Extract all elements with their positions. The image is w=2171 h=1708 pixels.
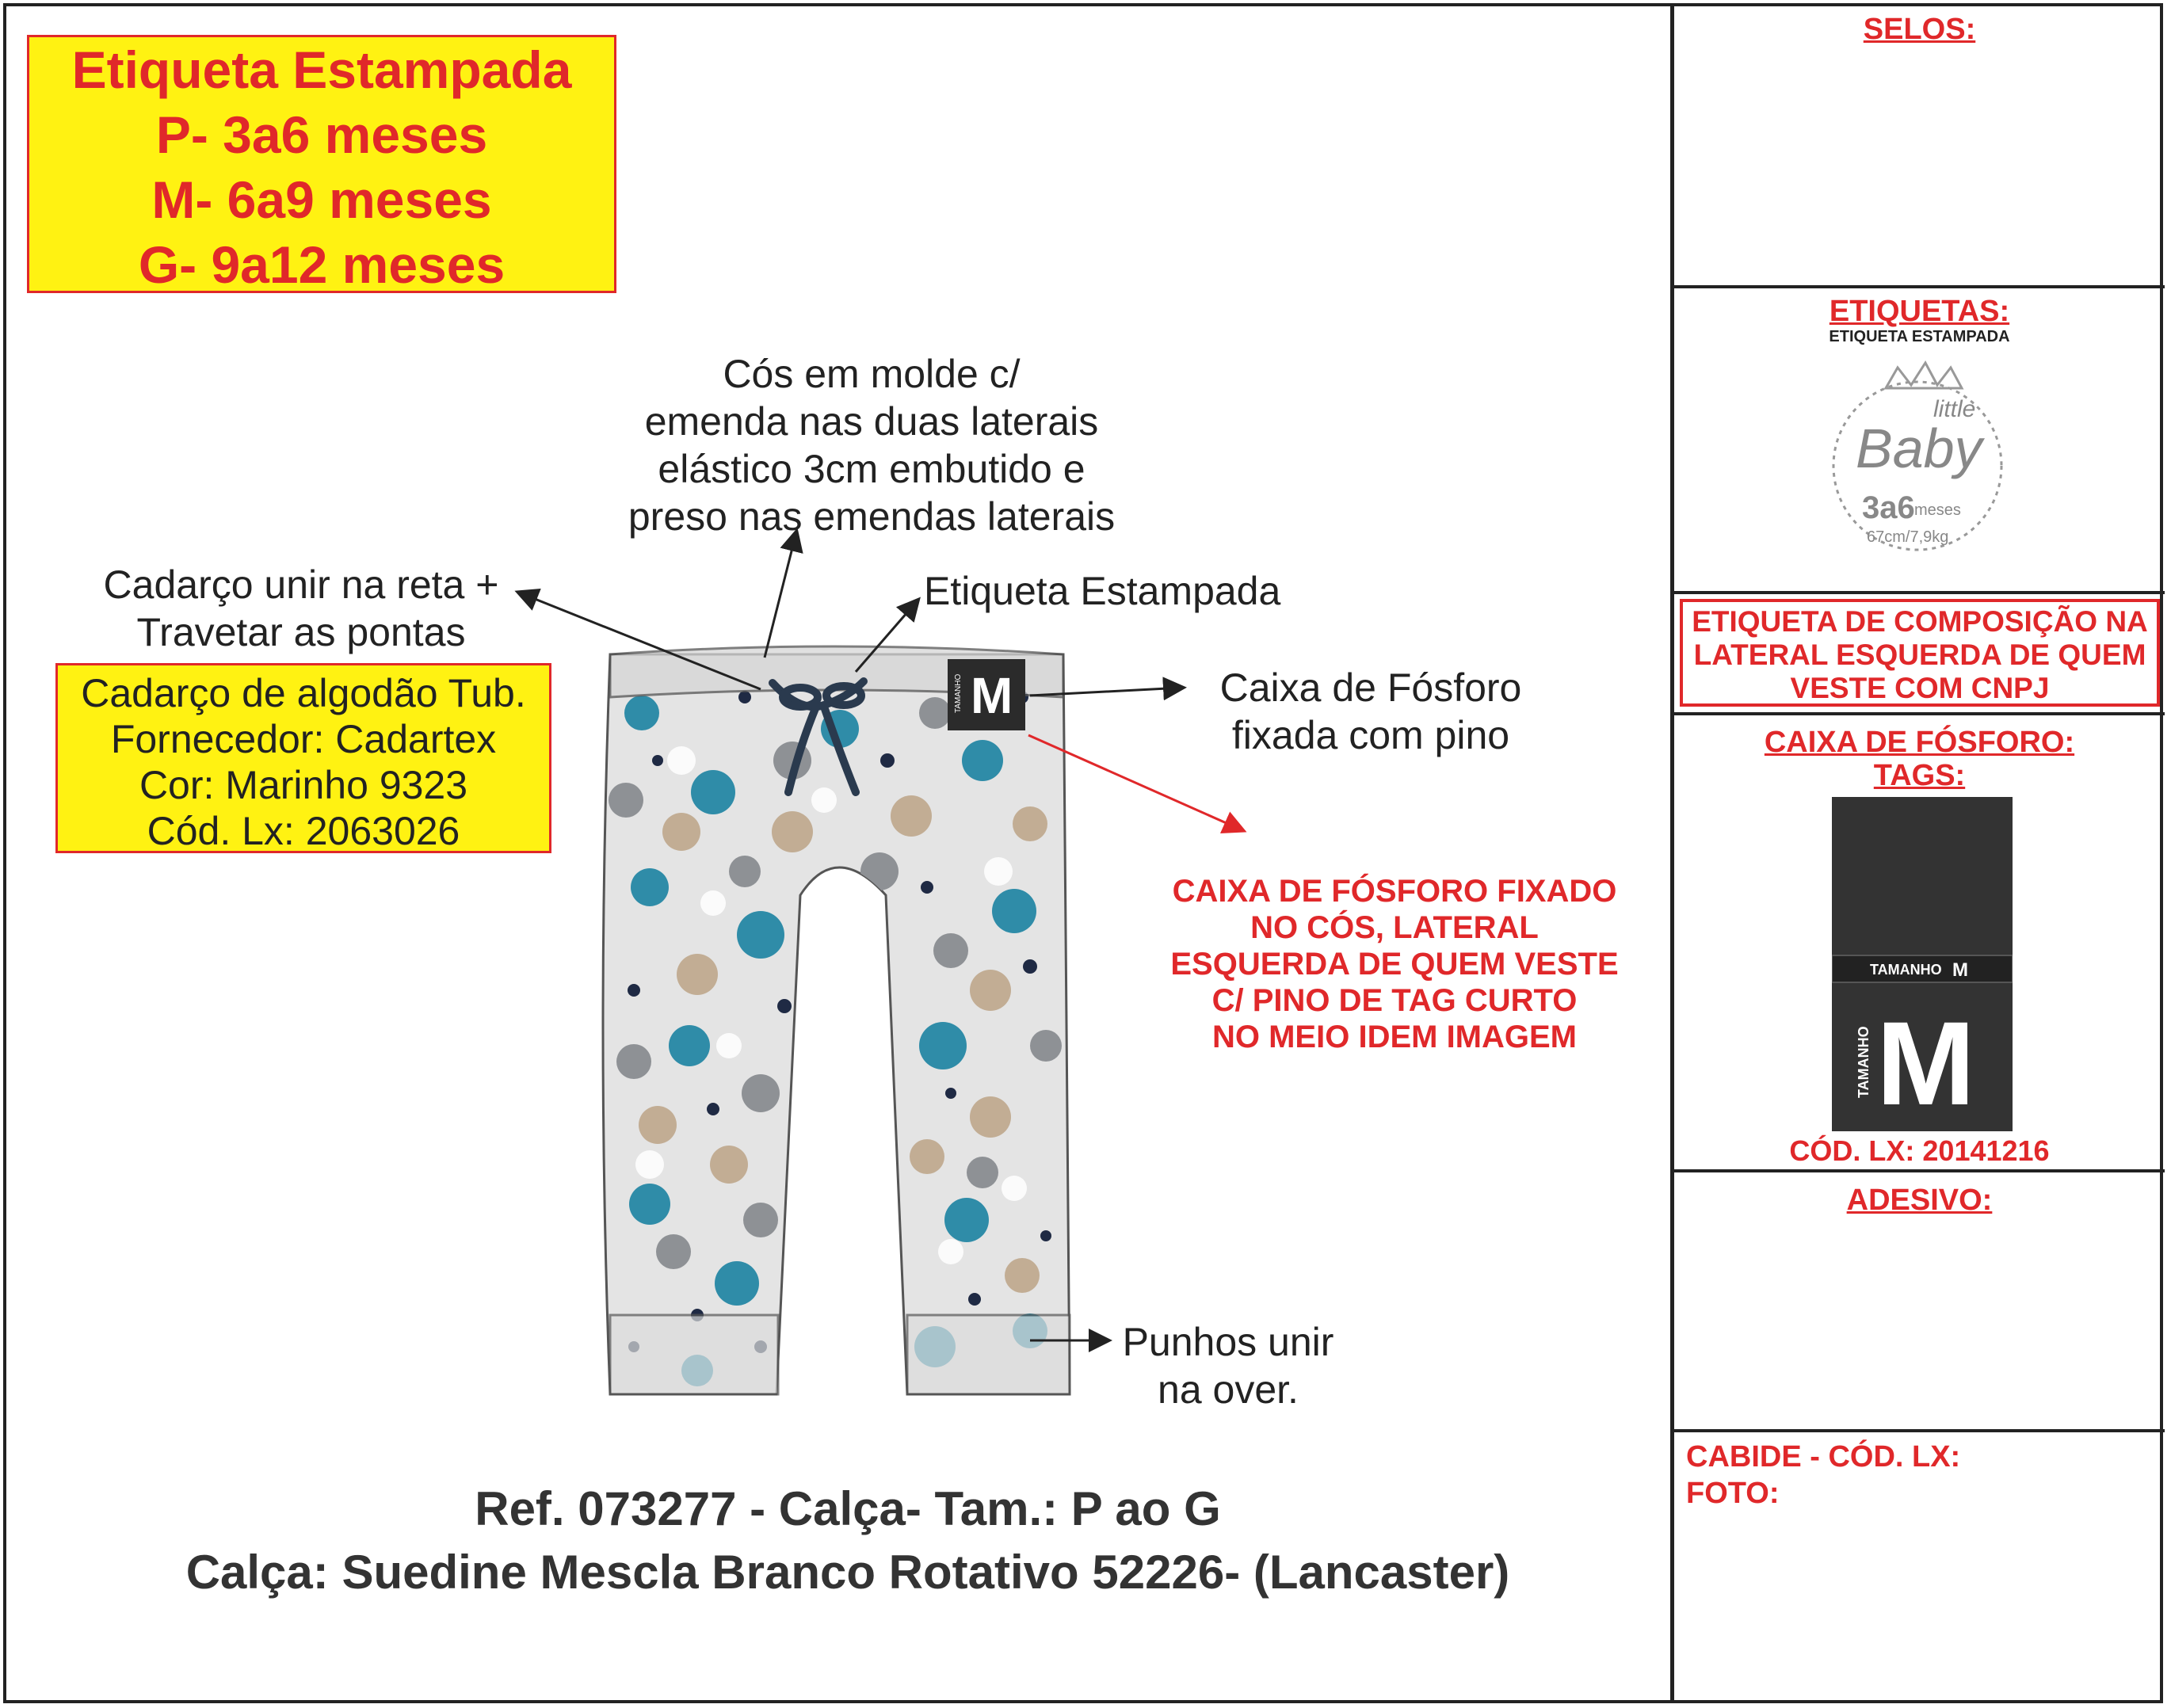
cabide-label: CABIDE - CÓD. LX: <box>1686 1440 1961 1474</box>
label-baby: Baby <box>1856 417 1982 479</box>
sidebar-separator-1 <box>1670 285 2165 288</box>
tag-band-text: TAMANHO <box>1870 962 1942 978</box>
caixa-red-line-4: C/ PINO DE TAG CURTO <box>1211 983 1578 1018</box>
left-cuff <box>610 1315 778 1394</box>
caixa-red-line-1: CAIXA DE FÓSFORO FIXADO <box>1172 874 1617 909</box>
note-cadarco-line-2: Travetar as pontas <box>136 610 466 654</box>
label-little: little <box>1933 396 1976 422</box>
waist-tag-small-text: TAMANHO <box>954 673 963 713</box>
note-cadarco-line-1: Cadarço unir na reta + <box>103 562 499 607</box>
note-punhos-line-2: na over. <box>1158 1367 1299 1412</box>
note-cos-line-4: preso nas emendas laterais <box>628 494 1116 539</box>
cadarco-supplier: Fornecedor: Cadartex <box>110 717 497 761</box>
note-cos-line-3: elástico 3cm embutido e <box>658 447 1086 491</box>
note-punhos-line-1: Punhos unir <box>1122 1320 1334 1364</box>
note-cos-line-1: Cós em molde c/ <box>723 352 1021 396</box>
etiquetas-subtitle: ETIQUETA ESTAMPADA <box>1829 328 2010 345</box>
size-label-title: Etiqueta Estampada <box>71 40 572 99</box>
arrow-cos <box>765 532 796 658</box>
caixa-red-line-5: NO MEIO IDEM IMAGEM <box>1212 1020 1577 1054</box>
footer-ref: Ref. 073277 - Calça- Tam.: P ao G <box>475 1482 1221 1535</box>
sidebar-separator-4 <box>1670 1169 2165 1172</box>
cadarco-material: Cadarço de algodão Tub. <box>81 671 526 715</box>
sidebar-divider <box>1670 3 1674 1703</box>
note-caixa-line-2: fixada com pino <box>1231 713 1510 757</box>
size-tag <box>1832 797 2013 1131</box>
caixa-red-line-2: NO CÓS, LATERAL <box>1250 910 1539 945</box>
size-g: G- 9a12 meses <box>138 235 506 294</box>
sidebar-separator-5 <box>1670 1429 2165 1432</box>
composicao-line-1: ETIQUETA DE COMPOSIÇÃO NA <box>1692 605 2148 638</box>
tag-side-text: TAMANHO <box>1856 1026 1871 1098</box>
foto-label: FOTO: <box>1686 1477 1780 1510</box>
label-measure: 67cm/7,9kg <box>1867 528 1949 546</box>
size-p: P- 3a6 meses <box>155 105 488 164</box>
composicao-box <box>1680 599 2160 707</box>
sidebar-separator-2 <box>1670 591 2165 594</box>
footer-fabric: Calça: Suedine Mescla Branco Rotativo 52226- (Lancaster) <box>185 1546 1510 1599</box>
label-size: 3a6 <box>1862 490 1915 525</box>
adesivo-title: ADESIVO: <box>1846 1184 1993 1217</box>
tags-title: TAGS: <box>1873 759 1966 792</box>
cadarco-color: Cor: Marinho 9323 <box>139 763 468 807</box>
sidebar-separator-3 <box>1670 712 2165 715</box>
size-m: M- 6a9 meses <box>151 170 492 229</box>
tag-band-letter: M <box>1952 959 1968 981</box>
note-cos-line-2: emenda nas duas laterais <box>644 399 1099 444</box>
tag-big-letter: M <box>1876 997 1975 1130</box>
little-baby-label <box>1807 356 2028 562</box>
composicao-line-2: LATERAL ESQUERDA DE QUEM <box>1693 639 2146 671</box>
right-cuff <box>907 1315 1070 1394</box>
note-etiqueta-estampada: Etiqueta Estampada <box>924 569 1281 613</box>
caixa-red-line-3: ESQUERDA DE QUEM VESTE <box>1170 947 1619 982</box>
waist-tag-letter: M <box>971 667 1013 724</box>
label-meses: meses <box>1914 501 1961 519</box>
tag-cod-lx: CÓD. LX: 20141216 <box>1789 1134 2050 1167</box>
caixa-fosforo-title: CAIXA DE FÓSFORO: <box>1764 726 2075 759</box>
cadarco-code: Cód. Lx: 2063026 <box>147 809 460 853</box>
etiquetas-title: ETIQUETAS: <box>1829 295 2010 328</box>
composicao-line-3: VESTE COM CNPJ <box>1790 672 2050 704</box>
selos-title: SELOS: <box>1863 13 1976 46</box>
note-caixa-line-1: Caixa de Fósforo <box>1219 665 1522 710</box>
